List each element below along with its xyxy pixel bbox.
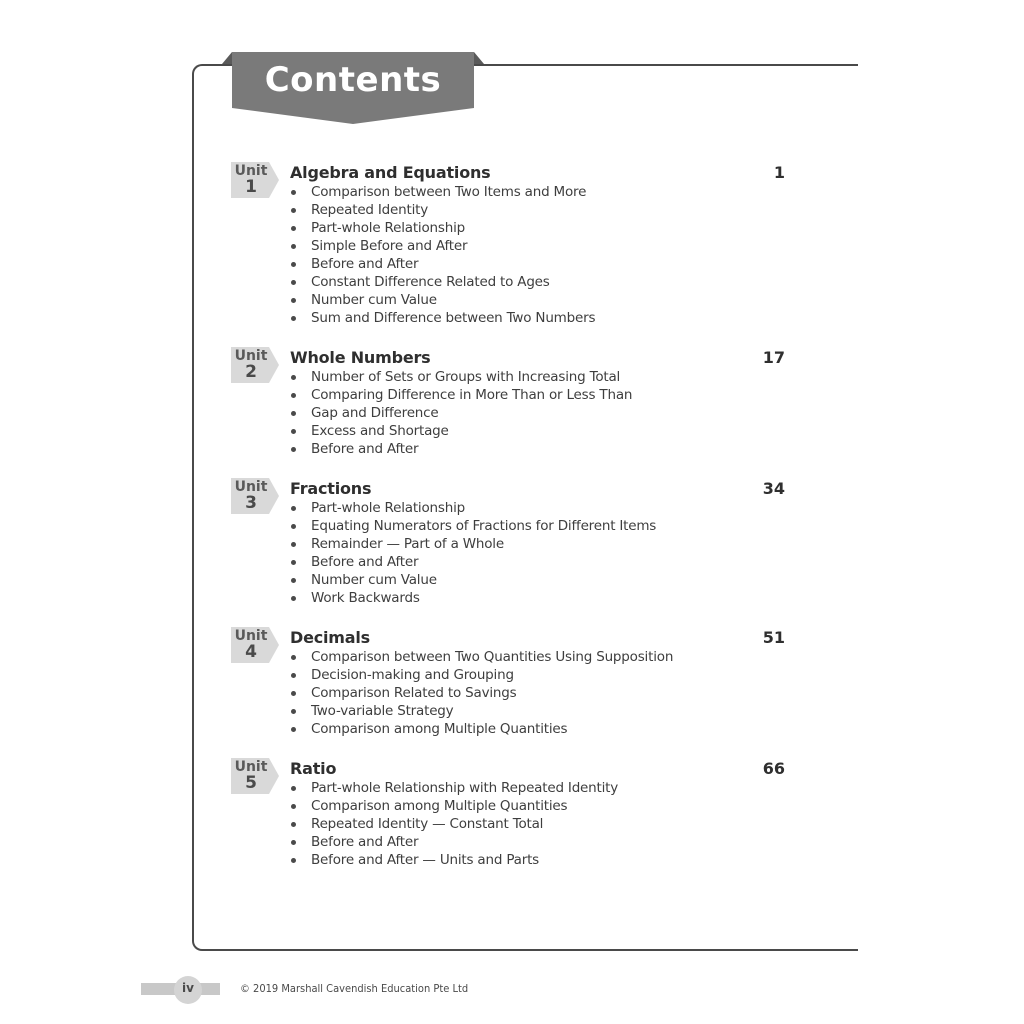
topic-item xyxy=(290,499,656,517)
contents-banner xyxy=(232,52,474,124)
unit-badge xyxy=(231,758,279,794)
bullet-icon xyxy=(291,429,296,434)
unit-badge xyxy=(231,627,279,663)
unit-number: 2 xyxy=(245,362,257,382)
topic-text: Part-whole Relationship xyxy=(311,220,465,236)
bullet-icon xyxy=(291,208,296,213)
topic-item xyxy=(290,201,595,219)
bullet-icon xyxy=(291,262,296,267)
frame-top-rule xyxy=(480,64,857,66)
bullet-icon xyxy=(291,375,296,380)
bullet-icon xyxy=(291,840,296,845)
bullet-icon xyxy=(291,709,296,714)
bullet-icon xyxy=(291,411,296,416)
bullet-icon xyxy=(291,804,296,809)
topic-item xyxy=(290,237,595,255)
unit-number: 3 xyxy=(245,493,257,513)
frame-mask xyxy=(858,40,1024,980)
bullet-icon xyxy=(291,542,296,547)
topic-item xyxy=(290,702,673,720)
topic-list xyxy=(290,779,618,869)
topic-item xyxy=(290,517,656,535)
unit-label: Unit xyxy=(234,479,268,495)
topic-item xyxy=(290,589,656,607)
unit-badge xyxy=(231,162,279,198)
topic-item xyxy=(290,291,595,309)
bullet-icon xyxy=(291,673,296,678)
bullet-icon xyxy=(291,393,296,398)
topic-item xyxy=(290,797,618,815)
topic-text: Remainder — Part of a Whole xyxy=(311,536,504,552)
unit-title[interactable]: Whole Numbers xyxy=(290,348,431,367)
topic-list xyxy=(290,368,632,458)
topic-text: Gap and Difference xyxy=(311,405,439,421)
topic-text: Comparison Related to Savings xyxy=(311,685,517,701)
topic-text: Before and After xyxy=(311,441,419,457)
unit-page-number: 34 xyxy=(762,479,785,498)
topic-text: Part-whole Relationship with Repeated Identity xyxy=(311,780,619,796)
unit-title[interactable]: Ratio xyxy=(290,759,337,778)
bullet-icon xyxy=(291,578,296,583)
bullet-icon xyxy=(291,506,296,511)
topic-text: Sum and Difference between Two Numbers xyxy=(311,310,596,326)
bullet-icon xyxy=(291,190,296,195)
bullet-icon xyxy=(291,727,296,732)
topic-text: Constant Difference Related to Ages xyxy=(311,274,550,290)
topic-item xyxy=(290,183,595,201)
bullet-icon xyxy=(291,596,296,601)
topic-text: Repeated Identity xyxy=(311,202,429,218)
unit-number: 1 xyxy=(245,177,257,197)
bullet-icon xyxy=(291,316,296,321)
bullet-icon xyxy=(291,298,296,303)
topic-item xyxy=(290,648,673,666)
topic-item xyxy=(290,404,632,422)
topic-item xyxy=(290,309,595,327)
topic-text: Equating Numerators of Fractions for Different Items xyxy=(311,518,657,534)
page-title: Contents xyxy=(264,60,442,100)
bullet-icon xyxy=(291,655,296,660)
topic-item xyxy=(290,255,595,273)
topic-text: Number of Sets or Groups with Increasing Total xyxy=(311,369,621,385)
bullet-icon xyxy=(291,786,296,791)
bullet-icon xyxy=(291,822,296,827)
topic-item xyxy=(290,368,632,386)
unit-page-number: 51 xyxy=(762,628,785,647)
topic-item xyxy=(290,553,656,571)
topic-text: Comparing Difference in More Than or Less Than xyxy=(311,387,633,403)
topic-item xyxy=(290,815,618,833)
unit-title[interactable]: Fractions xyxy=(290,479,372,498)
topic-list xyxy=(290,183,595,327)
bullet-icon xyxy=(291,560,296,565)
topic-text: Before and After xyxy=(311,834,419,850)
bullet-icon xyxy=(291,447,296,452)
topic-item xyxy=(290,779,618,797)
topic-text: Comparison between Two Items and More xyxy=(311,184,587,200)
footer-copyright: © 2019 Marshall Cavendish Education Pte Ltd xyxy=(240,982,469,995)
bullet-icon xyxy=(291,691,296,696)
topic-text: Before and After xyxy=(311,256,419,272)
bullet-icon xyxy=(291,524,296,529)
topic-text: Two-variable Strategy xyxy=(311,703,454,719)
topic-text: Simple Before and After xyxy=(311,238,468,254)
topic-item xyxy=(290,386,632,404)
unit-badge xyxy=(231,478,279,514)
unit-label: Unit xyxy=(234,348,268,364)
unit-page-number: 17 xyxy=(762,348,785,367)
topic-item xyxy=(290,720,673,738)
topic-item xyxy=(290,440,632,458)
topic-item xyxy=(290,666,673,684)
topic-list xyxy=(290,499,656,607)
topic-item xyxy=(290,851,618,869)
topic-text: Number cum Value xyxy=(311,292,437,308)
topic-item xyxy=(290,684,673,702)
unit-title[interactable]: Decimals xyxy=(290,628,370,647)
unit-label: Unit xyxy=(234,759,268,775)
topic-text: Work Backwards xyxy=(311,590,420,606)
topic-text: Before and After — Units and Parts xyxy=(311,852,539,868)
unit-label: Unit xyxy=(234,628,268,644)
unit-number: 4 xyxy=(245,642,257,662)
topic-item xyxy=(290,273,595,291)
unit-title[interactable]: Algebra and Equations xyxy=(290,163,491,182)
unit-number: 5 xyxy=(245,773,257,793)
topic-item xyxy=(290,571,656,589)
bullet-icon xyxy=(291,858,296,863)
topic-text: Repeated Identity — Constant Total xyxy=(311,816,544,832)
footer-page-number: iv xyxy=(182,981,194,995)
unit-badge xyxy=(231,347,279,383)
bullet-icon xyxy=(291,244,296,249)
topic-text: Part-whole Relationship xyxy=(311,500,465,516)
unit-page-number: 1 xyxy=(773,163,785,182)
topic-text: Excess and Shortage xyxy=(311,423,449,439)
topic-text: Before and After xyxy=(311,554,419,570)
unit-label: Unit xyxy=(234,163,268,179)
topic-item xyxy=(290,535,656,553)
topic-text: Comparison among Multiple Quantities xyxy=(311,798,568,814)
topic-item xyxy=(290,422,632,440)
bullet-icon xyxy=(291,226,296,231)
topic-text: Comparison between Two Quantities Using Supposition xyxy=(311,649,674,665)
topic-item xyxy=(290,219,595,237)
topic-text: Number cum Value xyxy=(311,572,437,588)
topic-item xyxy=(290,833,618,851)
topic-text: Decision-making and Grouping xyxy=(311,667,514,683)
bullet-icon xyxy=(291,280,296,285)
unit-page-number: 66 xyxy=(762,759,785,778)
topic-list xyxy=(290,648,673,738)
topic-text: Comparison among Multiple Quantities xyxy=(311,721,568,737)
